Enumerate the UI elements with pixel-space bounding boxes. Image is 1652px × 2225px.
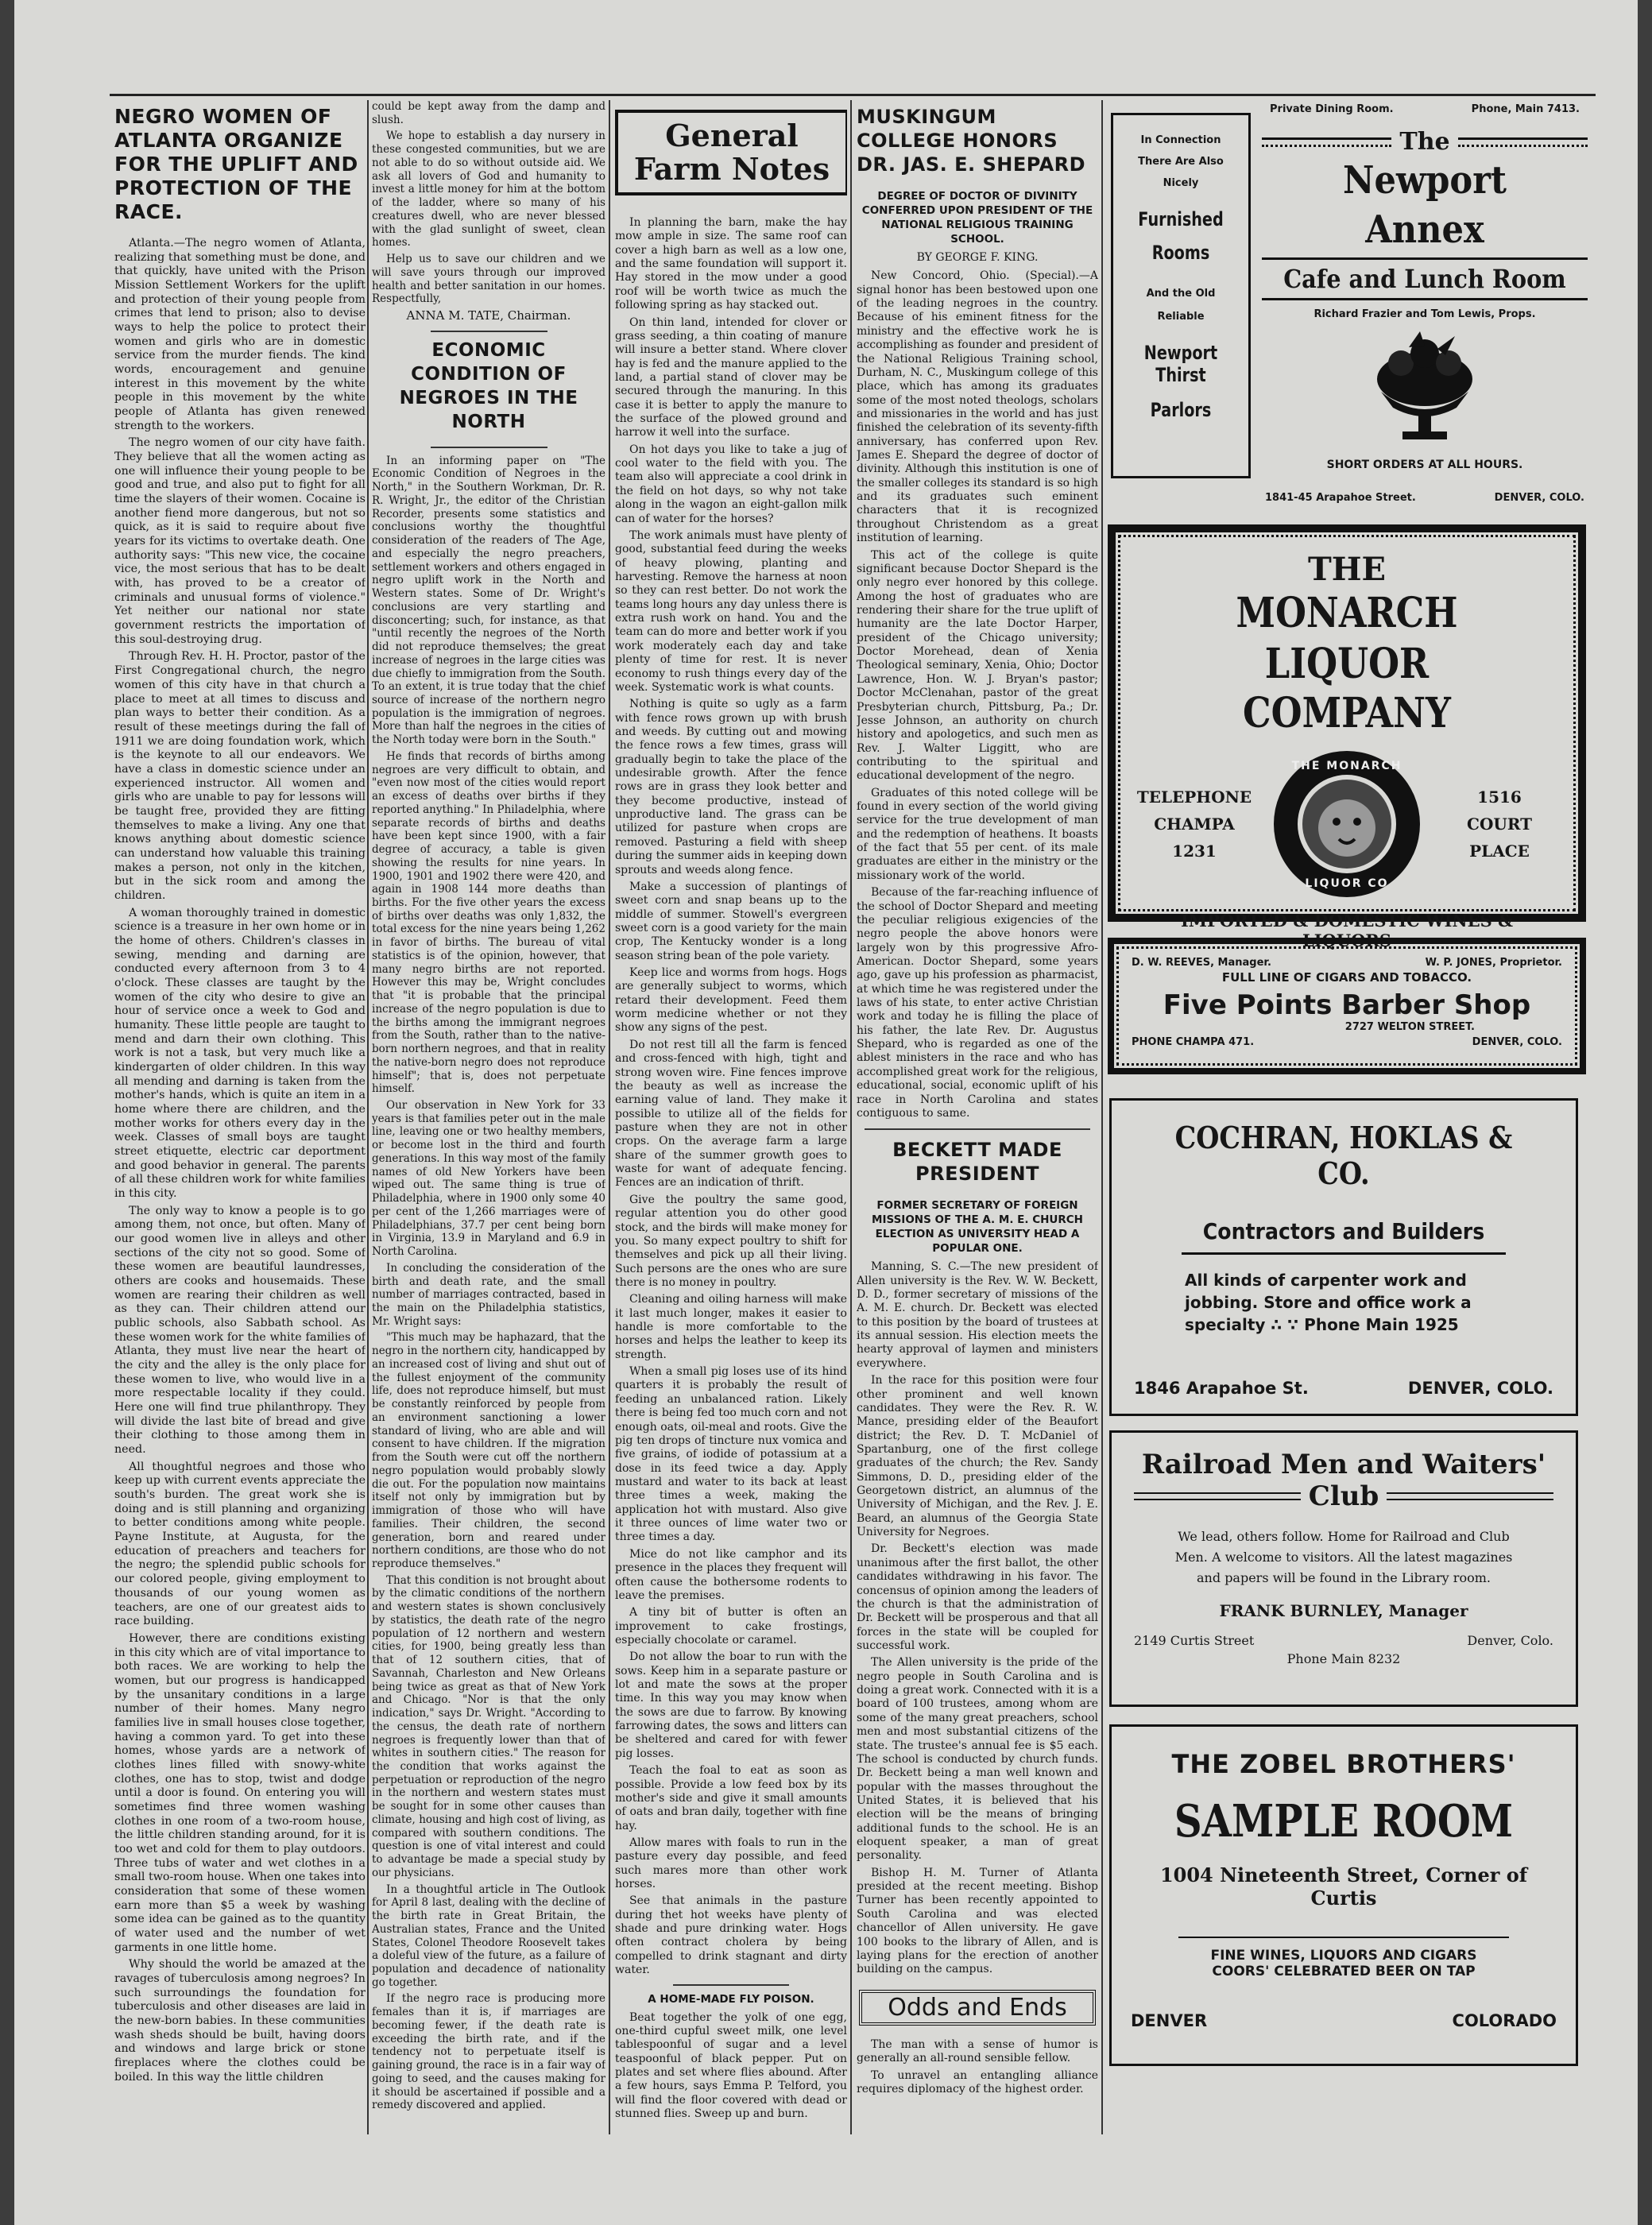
- decorative-rule: [1458, 137, 1588, 147]
- ad-title: Five Points Barber Shop: [1163, 989, 1531, 1021]
- column-divider: [1101, 100, 1103, 2134]
- ad-text: TELEPHONE: [1136, 787, 1252, 807]
- seal-text: THE MONARCH: [1291, 760, 1402, 772]
- paragraph: Keep lice and worms from hogs. Hogs are generally subject to worms, which retard their development. Feed them worm medicine whether or not they show any signs of the pest.: [615, 966, 847, 1035]
- ad-footer-row: [1262, 492, 1588, 504]
- ad-footer-row: [1134, 1633, 1553, 1648]
- ad-footer-row: [1134, 1379, 1553, 1398]
- address-block: [1440, 784, 1559, 865]
- paragraph: A woman thoroughly trained in domestic science is a treasure in her own home or in the home of others. Children's classes in sewing, mending and darning are conducted every afternoon from 3 to 4 o'clock. These classes are taught by the women of the city who desire to give an hour of service once a week to God and humanity. These little people are taught to mend and darn their own clothing. This work is not a task, but very much like a kindergarten of older children. In this way all mending and darning is taken from the mother's hands, which is quite an item in a home where there are children, and the mother works for others every day in the week. Classes of small boys are taught street etiquette, electric car deportment and good behavior in general. The parents of all these children work for white families in this city.: [114, 906, 366, 1201]
- headline-muskingum: MUSKINGUM COLLEGE HONORS DR. JAS. E. SHEPARD: [857, 106, 1086, 176]
- ad-text: Phone, Main 7413.: [1471, 103, 1580, 115]
- paragraph: In planning the barn, make the hay mow ample in size. The same roof can cover a high barn as well as a low one, and the same foundation will support it. Hay stored in the mow under a good roof will be worth twice as much the following spring as hay stacked out.: [615, 216, 847, 312]
- ad-text: Phone Main 8232: [1286, 1651, 1401, 1666]
- paragraph: Beat together the yolk of one egg, one-third cupful sweet milk, one level tablespoonful of sugar and a level teaspoonful of black pepper. Put on plates and set where flies abound. After a few hours, says Emma P. Telford, you will find the floor covered with dead or stunned flies. Sweep up and burn.: [615, 2010, 847, 2121]
- paragraph: Cleaning and oiling harness will make it last much longer, makes it easier to handle is more comfortable to the horses and helps the leather to keep its strength.: [615, 1293, 847, 1361]
- separator: [431, 331, 547, 332]
- ad-header-row: [1132, 957, 1562, 969]
- paragraph: Allow mares with foals to run in the pasture every day possible, and feed such mares more than other work horses.: [615, 1836, 847, 1891]
- separator: [865, 1128, 1090, 1130]
- ad-title: Railroad Men and Waiters': [1141, 1449, 1546, 1480]
- ad-text: and papers will be found in the Library room.: [1197, 1570, 1491, 1585]
- paragraph: All thoughtful negroes and those who keep up with current events appreciate the south's burden. The great work she is doing and is still planning and organizing to better conditions among white people. Payne Institute, at Augusta, for the education of preachers and teachers for the negro; the splendid public schools for our colored people, giving employment to thousands of our young women as teachers, are one of our greatest aids to race building.: [114, 1460, 366, 1628]
- column-2: [372, 100, 605, 2134]
- paragraph: The only way to know a people is to go among them, not once, but often. Many of our good women live in alleys and other sections of the city not so good. Some of these women are beautiful laundresses, others are cooks and housemaids. These women are rearing their children as well as they can. Their children attend our public schools, also Sabbath school. As these women work for the white families of Atlanta, they must live near the heart of the city and the alley is the only place for these women to live, who would live in a more respectable locality if they could. Here one will find true philanthropy. They will divide the last bite of bread and give their clothing to those among them in need.: [114, 1204, 366, 1457]
- ad-text: COLORADO: [1452, 2011, 1557, 2030]
- paragraph: Why should the world be amazed at the ravages of tuberculosis among negroes? In such surroundings the foundation for tuberculosis and other diseases are laid in the new-born babies. In these communities wash sheds should be built, having doors and windows and large brick or stone fireplaces where the clothes could be boiled. In this way the little children: [114, 1958, 366, 2084]
- paragraph: Mice do not like camphor and its presence in the places they frequent will often cause the bothersome rodents to leave the premises.: [615, 1547, 847, 1602]
- ad-text: Denver, Colo.: [1467, 1633, 1553, 1648]
- subheadline-fly-poison: A HOME-MADE FLY POISON.: [648, 1992, 814, 2006]
- paragraph: He finds that records of births among negroes are very difficult to obtain, and "even now most of the cities would report an excess of deaths over births if they reported anything." In Philadelphia, where separate records of births and deaths have been kept since 1900, with a fair degree of accuracy, a table is given showing the results for nine years. In 1900, 1901 and 1902 there were 420, and again in 1908 144 more deaths than births. For the five other years the excess of births over deaths was only 1,832, the total excess for the nine years being 1,262 in favor of births. The bureau of vital statistics is of the opinion, however, that many negro births are not reported. However this may be, Wright concludes that "it is probable that the principal increase of the negro population is due to the births among the immigrant negroes from the South, rather than to the native-born northern negroes, and that in reality the native-born negro does not reproduce himself"; that is, does not perpetuate himself.: [372, 749, 605, 1096]
- ad-barber-shop: [1108, 938, 1586, 1074]
- ad-text: jobbing. Store and office work a: [1185, 1293, 1472, 1312]
- paragraph: New Concord, Ohio. (Special).—A signal honor has been bestowed upon one of the leading negroes in the country. Because of his eminent fitness for the ministry and the effective work he is accomplishing as founder and president of the National Religious Training school, Durham, N. C., Muskingum college of this place, which has among its graduates some of the most noted theologs, scholars and missionaries in the world and has just finished the celebration of its seventy-fifth anniversary, has conferred upon Rev. James E. Shepard the degree of doctor of divinity. Although this institution is one of the smaller colleges its standard is so high and its graduates such eminent characters that it is recognized throughout Christendom as a great institution of learning.: [857, 269, 1098, 545]
- ad-railroad-club: [1109, 1430, 1578, 1707]
- column-divider: [609, 100, 610, 2134]
- ad-text: The: [1399, 128, 1450, 156]
- ad-text: CHAMPA 1231: [1154, 815, 1235, 861]
- ad-title: THE ZOBEL BROTHERS': [1171, 1749, 1516, 1779]
- paragraph: Do not rest till all the farm is fenced and cross-fenced with high, tight and strong woven wire. Fine fences improve the beauty as well as increase the earning value of land. They make it possible to utilize all of the fields for pasture when they are not in other crops. On the average farm a large share of the summer growth goes to waste for want of adequate fencing. Fences are an indication of thrift.: [615, 1038, 847, 1190]
- ad-text: DENVER: [1131, 2011, 1208, 2030]
- ad-newport-rooms: [1111, 113, 1251, 478]
- paragraph: Because of the far-reaching influence of the school of Doctor Shepard and meeting the peculiar religious exigencies of the negro people the above honors were largely won by this progressive Afro-American. Doctor Shepard, some years ago, gave up his profession as pharmacist, at which time he was registered under the laws of his state, to enter active Christian work and today he is filling the place of his father, the late Rev. Dr. Augustus Shepard, who is regarded as one of the ablest ministers in the race and who has accomplished great work for the religious, educational, social, economic uplift of his race in North Carolina and states contiguous to same.: [857, 886, 1098, 1120]
- ad-text: 1846 Arapahoe St.: [1134, 1379, 1309, 1398]
- ad-text: PHONE CHAMPA 471.: [1132, 1036, 1255, 1048]
- separator: [431, 447, 547, 448]
- ad-text: Rooms: [1151, 242, 1210, 264]
- ad-text: 2149 Curtis Street: [1134, 1633, 1255, 1648]
- ad-text: All kinds of carpenter work and: [1185, 1271, 1467, 1290]
- ad-text: Reliable: [1157, 311, 1205, 323]
- paragraph: Nothing is quite so ugly as a farm with fence rows grown up with brush and weeds. By cutting out and mowing the fence rows a few times, grass will gradually begin to take the place of the undesirable growth. After the fence rows are in grass they look better and they become productive, instead of unproductive land. The grass can be utilized for pasture when crops are removed. Pasturing a field with sheep during the summer aids in keeping down sprouts and weeds along fence.: [615, 698, 847, 876]
- paragraph: Do not allow the boar to run with the sows. Keep him in a separate pasture or lot and mate the sows at the proper time. In this way you may know when the sows are due to farrow. By knowing farrowing dates, the sows and litters can be sheltered and cared for with fewer pig losses.: [615, 1650, 847, 1760]
- ad-subtitle: Cafe and Lunch Room: [1283, 264, 1566, 294]
- paragraph: Our observation in New York for 33 years is that families peter out in the male line, leaving one or two healthy members, or become lost in the third and fourth generations. In this way most of the family names of old New Yorkers have been wiped out. The same thing is true of Philadelphia, where in 1900 only some 40 per cent of the 1,266 marriages were of Philadelphians, 37.7 per cent being born in Virginia, 13.9 in Maryland and 6.9 in North Carolina.: [372, 1099, 605, 1259]
- odds-and-ends-box: Odds and Ends: [859, 1990, 1096, 2026]
- paragraph: "This much may be haphazard, that the negro in the northern city, handicapped by an increased cost of living and shut out of the fullest enjoyment of the community life, does not reproduce himself, but must be constantly reinforced by people from an environment sanctioning a lower standard of living, who are able and will consent to have children. If the migration from the South were cut off the northern negro population would probably slowly die out. For the population now maintains itself not only by immigration but by immigration of those who will have families. Their children, the second generation, born and reared under northern conditions, are those who do not reproduce themselves.": [372, 1331, 605, 1570]
- paragraph: Give the poultry the same good, regular attention you do other good stock, and the birds will make money for you. So many expect poultry to shift for themselves and pick up all their living. Such persons are the ones who are sure there is no money in poultry.: [615, 1193, 847, 1289]
- monarch-middle-row: [1135, 749, 1559, 900]
- paragraph: See that animals in the pasture during thet hot weeks have plenty of shade and pure drinking water. Hogs often contract cholera by being compelled to drink stagnant and dirty water.: [615, 1894, 847, 1977]
- column-divider: [850, 100, 852, 2134]
- ad-text: Richard Frazier and Tom Lewis, Props.: [1313, 308, 1536, 320]
- paragraph: In an informing paper on "The Economic Condition of Negroes in the North," in the Southern Workman, Dr. R. R. Wright, Jr., the editor of the Christian Recorder, presents some statistics and conclusions worthy the thoughtful consideration of the readers of The Age, and especially the negro preachers, settlement workers and others engaged in negro uplift work in the North and Western states. Some of Dr. Wright's conclusions are very startling and disconcerting; such, for instance, as that "until recently the negroes of the North did not reproduce themselves; the great increase of negroes in the large cities was due chiefly to immigration from the South. To an extent, it is true today that the chief source of increase of the northern negro population is the immigration of negroes. More than half the negroes in the cities of the North today were born in the South.": [372, 454, 605, 747]
- the-row: [1262, 128, 1588, 156]
- seal-text: LIQUOR CO: [1305, 877, 1389, 890]
- ad-text: 1516: [1477, 787, 1522, 807]
- ad-cochran-hoklas: [1109, 1098, 1578, 1416]
- phone-block: [1135, 784, 1254, 865]
- ad-text: Newport Thirst: [1143, 342, 1218, 386]
- ad-subtitle: Contractors and Builders: [1202, 1218, 1485, 1244]
- paragraph: To unravel an entangling alliance requires diplomacy of the highest order.: [857, 2068, 1098, 2096]
- ad-title: Newport Annex: [1343, 158, 1507, 252]
- ad-text: SHORT ORDERS AT ALL HOURS.: [1326, 459, 1523, 471]
- ad-text: 2727 WELTON STREET.: [1344, 1021, 1475, 1033]
- paragraph: This act of the college is quite significant because Doctor Shepard is the only negro ever honored by this college. Among the host of graduates who are rendering their share for the true uplift of humanity are the late Doctor Harper, president of the Chicago university; Doctor Morehead, dean of Xenia Theological seminary, Xenia, Ohio; Doctor Lawrence, Hon. W. J. Bryan's pastor; Doctor McClenahan, pastor of the great Presbyterian church, Pittsburg, Pa.; Dr. Jesse Johnson, an authority on church history and apologetics, and such men as Rev. J. Walter Liggitt, who are contributing to the spiritual and educational development of the negro.: [857, 548, 1098, 783]
- paragraph: Bishop H. M. Turner of Atlanta presided at the recent meeting. Bishop Turner has been recently appointed to South Carolina and was elected chancellor of Allen university. He gave 100 books to the library of Allen, and is laying plans for the erection of another building on the campus.: [857, 1866, 1098, 1976]
- fruit-bowl-icon: [1361, 331, 1488, 451]
- paragraph: On hot days you like to take a jug of cool water to the field with you. The team also will appreciate a cool drink in the field on hot days, so why not take along in the wagon an eight-gallon milk can of water for the horses?: [615, 443, 847, 525]
- paragraph: The man with a sense of humor is generally an all-round sensible fellow.: [857, 2037, 1098, 2065]
- decorative-rule: [1262, 137, 1391, 147]
- ad-text: DENVER, COLO.: [1472, 1036, 1562, 1048]
- ad-text: specialty ∴ ∵ Phone Main 1925: [1185, 1315, 1459, 1334]
- paragraph: Manning, S. C.—The new president of Allen university is the Rev. W. W. Beckett, D. D., former secretary of missions of the A. M. E. church. Dr. Beckett was elected to this position by the board of trustees at its annual session. His election meets the hearty approval of laymen and ministers everywhere.: [857, 1260, 1098, 1370]
- paragraph: could be kept away from the damp and slush.: [372, 100, 605, 126]
- column-3: [615, 100, 847, 2134]
- ad-text: W. P. JONES, Proprietor.: [1425, 957, 1562, 969]
- column-4: [857, 100, 1098, 2134]
- ad-text: Furnished: [1138, 208, 1224, 230]
- ad-zobel-brothers: [1109, 1724, 1578, 2066]
- paragraph: The negro women of our city have faith. They believe that all the women acting as one will influence their young people to be good and true, and also put to fight for all time the slayers of their women. Cocaine is another fiend more dangerous, but not so quick, as it is said to require about five years for its victims to overtake death. One authority says: "This new vice, the cocaine vice, the most serious that has to be dealt with, has proved to be a creator of criminals and unusual forms of violence." Yet neither our national nor state government restricts the importation of this soul-destroying drug.: [114, 436, 366, 646]
- headline-negro-women: NEGRO WOMEN OF ATLANTA ORGANIZE FOR THE UPLIFT AND PROTECTION OF THE RACE.: [114, 105, 358, 223]
- ad-title: Club: [1308, 1480, 1379, 1512]
- paragraph: When a small pig loses use of its hind quarters it is probably the result of feeding an unbalanced ration. Likely there is being fed too much corn and not enough oats, oil-meal and roots. Give the pig ten drops of tincture nux vomica and five grains, of iodide of potassium at a dose in its feed twice a day. Apply mustard and water to its back at least three times a week, making the application hot with mustard. Also give it three ounces of lime water two or three times a day.: [615, 1365, 847, 1544]
- paragraph: Atlanta.—The negro women of Atlanta, realizing that something must be done, and that quickly, have united with the Prison Mission Settlement Workers for the uplift and protection of their young people from crimes that lend to prison; also to devise ways to help the police to protect their women and girls who are in domestic service from the murder fiends. The kind words, encouragement and genuine interest in this movement by the white people in this movement by the white people of Atlanta has given renewed strength to the workers.: [114, 237, 366, 432]
- paragraph: Dr. Beckett's election was made unanimous after the first ballot, the other candidates withdrawing in his favor. The concensus of opinion among the leaders of the church is that the administration of Dr. Beckett will be prosperous and that all forces in the state will be coupled for successful work.: [857, 1542, 1098, 1652]
- ad-header-row: [1262, 103, 1588, 115]
- paragraph: Through Rev. H. H. Proctor, pastor of the First Congregational church, the negro women of this city have in that church a place to meet at all times to discuss and plan ways to better their condition. As a result of these meetings during the fall of 1911 we are doing foundation work, which is the keynote to all our endeavors. We have a class in domestic science under an experienced instructor. All women and girls who are unable to pay for lessons will be taught free, provided they are fitting themselves to make a living. Any one that knows anything about domestic science can understand how valuable this training makes a person, not only in the kitchen, but in the sick room and among the children.: [114, 650, 366, 902]
- rule: [1178, 1937, 1509, 1938]
- decorative-rule: [1134, 1492, 1301, 1500]
- ad-text: 1004 Nineteenth Street, Corner of Curtis: [1159, 1863, 1528, 1910]
- headline-economic-condition: ECONOMIC CONDITION OF NEGROES IN THE NORTH: [399, 339, 578, 432]
- ad-text: FINE WINES, LIQUORS AND CIGARS: [1210, 1948, 1477, 1964]
- subheadline-degree: DEGREE OF DOCTOR OF DIVINITY CONFERRED UPON PRESIDENT OF THE NATIONAL RELIGIOUS TRAINING SCHOOL.: [861, 190, 1093, 246]
- ad-text: IMPORTED & DOMESTIC WINES & LIQUORS: [1180, 911, 1514, 950]
- ad-text: FULL LINE OF CIGARS AND TOBACCO.: [1221, 970, 1472, 985]
- ad-text: DENVER, COLO.: [1407, 1379, 1553, 1398]
- ad-title: COCHRAN, HOKLAS & CO.: [1174, 1120, 1513, 1191]
- article-body: [114, 237, 366, 2084]
- ad-footer-row: [1132, 1036, 1562, 1048]
- ad-monarch-liquor: [1108, 524, 1586, 950]
- ad-text: Men. A welcome to visitors. All the latest magazines: [1174, 1550, 1513, 1565]
- decorative-rule: [1387, 1492, 1553, 1500]
- ad-text: THE: [1307, 551, 1387, 588]
- paragraph: Help us to save our children and we will save yours through our improved health and better sanitation in our homes. Respectfully,: [372, 253, 605, 306]
- rule: [1262, 257, 1588, 260]
- column-divider: [367, 100, 369, 2134]
- ad-text: Nicely: [1163, 177, 1199, 189]
- headline-beckett: BECKETT MADE PRESIDENT: [892, 1139, 1062, 1186]
- signature: ANNA M. TATE, Chairman.: [406, 308, 571, 323]
- paragraph: That this condition is not brought about by the climatic conditions of the northern and western states is shown conclusively by statistics, the death rate of the negro population of 12 northern and western cities, for 1900, being greatly less than that of 12 southern cities, that of Savannah, Charleston and New Orleans being twice as great as that of New York and Chicago. "Nor is that the only indication," says Dr. Wright. "According to the census, the death rate of northern negroes is frequently lower than that of whites in southern cities." The reason for the condition that works against the perpetuation or reproduction of the negro in the northern and western states must be sought for in some other causes than climate, housing and high cost of living, as compared with southern conditions. The question is one of vital interest and could to advantage be made a special study by our physicians.: [372, 1573, 605, 1879]
- ad-text: And the Old: [1146, 288, 1216, 300]
- ad-text: In Connection: [1140, 134, 1221, 146]
- separator: [673, 1984, 789, 1986]
- paragraph: In a thoughtful article in The Outlook for April 8 last, dealing with the decline of the birth rate in Great Britain, the Australian states, France and the United States, Colonel Theodore Roosevelt takes a doleful view of the future, as a failure of population and decadence of nationality go together.: [372, 1883, 605, 1989]
- ad-newport-annex: [1262, 103, 1588, 504]
- ad-text: D. W. REEVES, Manager.: [1132, 957, 1271, 969]
- column-1: [114, 100, 366, 2134]
- paragraph: Teach the foal to eat as soon as possible. Provide a low feed box by its mother's side and give it small amounts of oats and bran daily, together with fine hay.: [615, 1764, 847, 1832]
- paragraph: However, there are conditions existing in this city which are of vital importance to both races. We are working to help the women, but our progress is handicapped by the unsanitary conditions in a large number of their homes. Many negro families live in small houses close together, having a common yard. To get into these homes, whose yards are a network of clothes lines filled with snowy-white clothes, one has to stop, twist and dodge until a door is found. On entering you will sometimes find three women washing clothes in one room of a two-room house, the little children standing around, for it is too wet and cold for them to play outdoors. Three tubs of water and wet clothes in a small two-room house. When one takes into consideration that some of these women earn more than $5 a week by washing some idea can be gained as to the quantity of water used and the number of wet garments in one little home.: [114, 1631, 366, 1954]
- ad-text: COURT PLACE: [1467, 815, 1532, 861]
- paragraph: The Allen university is the pride of the negro people in South Carolina and is doing a great work. Connected with it is a board of 100 trustees, among whom are some of the many great preachers, school men and most substantial citizens of the state. The trustee's annual fee is $5 each. The school is conducted by church funds. Dr. Beckett being a man well known and popular with the masses throughout the United States, it is believed that his election will be the means of bringing additional funds to the school. He is an eloquent speaker, a man of great personality.: [857, 1656, 1098, 1863]
- ad-text: There Are Also: [1138, 156, 1224, 168]
- subheadline-beckett: FORMER SECRETARY OF FOREIGN MISSIONS OF THE A. M. E. CHURCH ELECTION AS UNIVERSITY HEAD A POPULAR ONE.: [872, 1199, 1083, 1256]
- paragraph: A tiny bit of butter is often an improvement to cake frostings, especially chocolate or caramel.: [615, 1606, 847, 1646]
- newspaper-page: [14, 0, 1638, 2225]
- ad-title: MONARCH LIQUOR: [1236, 589, 1458, 688]
- rule: [1262, 298, 1588, 300]
- monarch-seal: [1271, 749, 1422, 900]
- paragraph: Graduates of this noted college will be found in every section of the world giving service for the true development of man and the redemption of heathens. It boasts of the fact that 55 per cent. of its male graduates are either in the ministry or the missionary work of the world.: [857, 786, 1098, 882]
- ad-text: DENVER, COLO.: [1494, 492, 1584, 504]
- ad-text: We lead, others follow. Home for Railroad and Club: [1178, 1529, 1510, 1544]
- ad-footer-row: [1131, 2011, 1557, 2030]
- ad-title: SAMPLE ROOM: [1174, 1795, 1514, 1848]
- general-farm-notes-box: General Farm Notes: [615, 110, 847, 195]
- paragraph: On thin land, intended for clover or grass seeding, a thin coating of manure will insure a better stand. Where clover hay is fed and the manure applied to the land, a partial stand of clover may be secured through the manuring. In this case it is better to apply the manure to the surface of the plowed ground and harrow it well into the surface.: [615, 315, 847, 439]
- ad-text: FRANK BURNLEY, Manager: [1219, 1601, 1468, 1620]
- rule: [1182, 1252, 1506, 1255]
- club-row: [1134, 1480, 1553, 1512]
- ad-text: 1841-45 Arapahoe Street.: [1265, 492, 1416, 504]
- paragraph: In concluding the consideration of the birth and death rate, and the small number of marriages contracted, based in the main on the Philadelphia statistics, Mr. Wright says:: [372, 1261, 605, 1328]
- paragraph: In the race for this position were four other prominent and well known candidates. They were the Rev. R. W. Mance, presiding elder of the Beaufort district; the Rev. D. T. McDaniel of Spartanburg, one of the first college graduates of the church; the Rev. Sandy Simmons, D. D., presiding elder of the Georgetown district, an alumnus of the University of Michigan, and the Rev. J. E. Beard, an alumnus of the Georgia State University for Negroes.: [857, 1374, 1098, 1539]
- ad-text: COORS' CELEBRATED BEER ON TAP: [1212, 1964, 1476, 1979]
- paragraph: If the negro race is producing more females than it is, if marriages are becoming fewer, if the death rate is exceeding the birth rate, and if the tendency not to perpetuate itself is gaining ground, the race is in a fair way of going to seed, and the causes making for it should be ascertained if possible and a remedy discovered and applied.: [372, 1992, 605, 2112]
- ad-title: COMPANY: [1243, 689, 1451, 737]
- paragraph: The work animals must have plenty of good, substantial feed during the weeks of heavy plowing, planting and harvesting. Remove the harness at noon so they can rest better. Do not work the teams long hours any day unless there is extra rush work on hand. You and the team can do more and better work if you work moderately each day and take plenty of time for rest. It is never economy to rush things every day of the week. Systematic work is what counts.: [615, 528, 847, 694]
- ad-text: Private Dining Room.: [1270, 103, 1394, 115]
- ad-text: Parlors: [1150, 399, 1212, 421]
- byline: BY GEORGE F. KING.: [916, 251, 1039, 264]
- paragraph: We hope to establish a day nursery in these congested communities, but we are not able to do so without outside aid. We ask all lovers of God and humanity to invest a little money for him at the bottom of the ladder, where so many of his creatures dwell, who are never blessed with the glad sunlight of sweet, clean homes.: [372, 130, 605, 250]
- top-rule: [110, 94, 1596, 96]
- paragraph: Make a succession of plantings of sweet corn and snap beans up to the middle of summer. Stowell's evergreen sweet corn is a good variety for the main crop, The Kentucky wonder is a long season string bean of the pole variety.: [615, 880, 847, 962]
